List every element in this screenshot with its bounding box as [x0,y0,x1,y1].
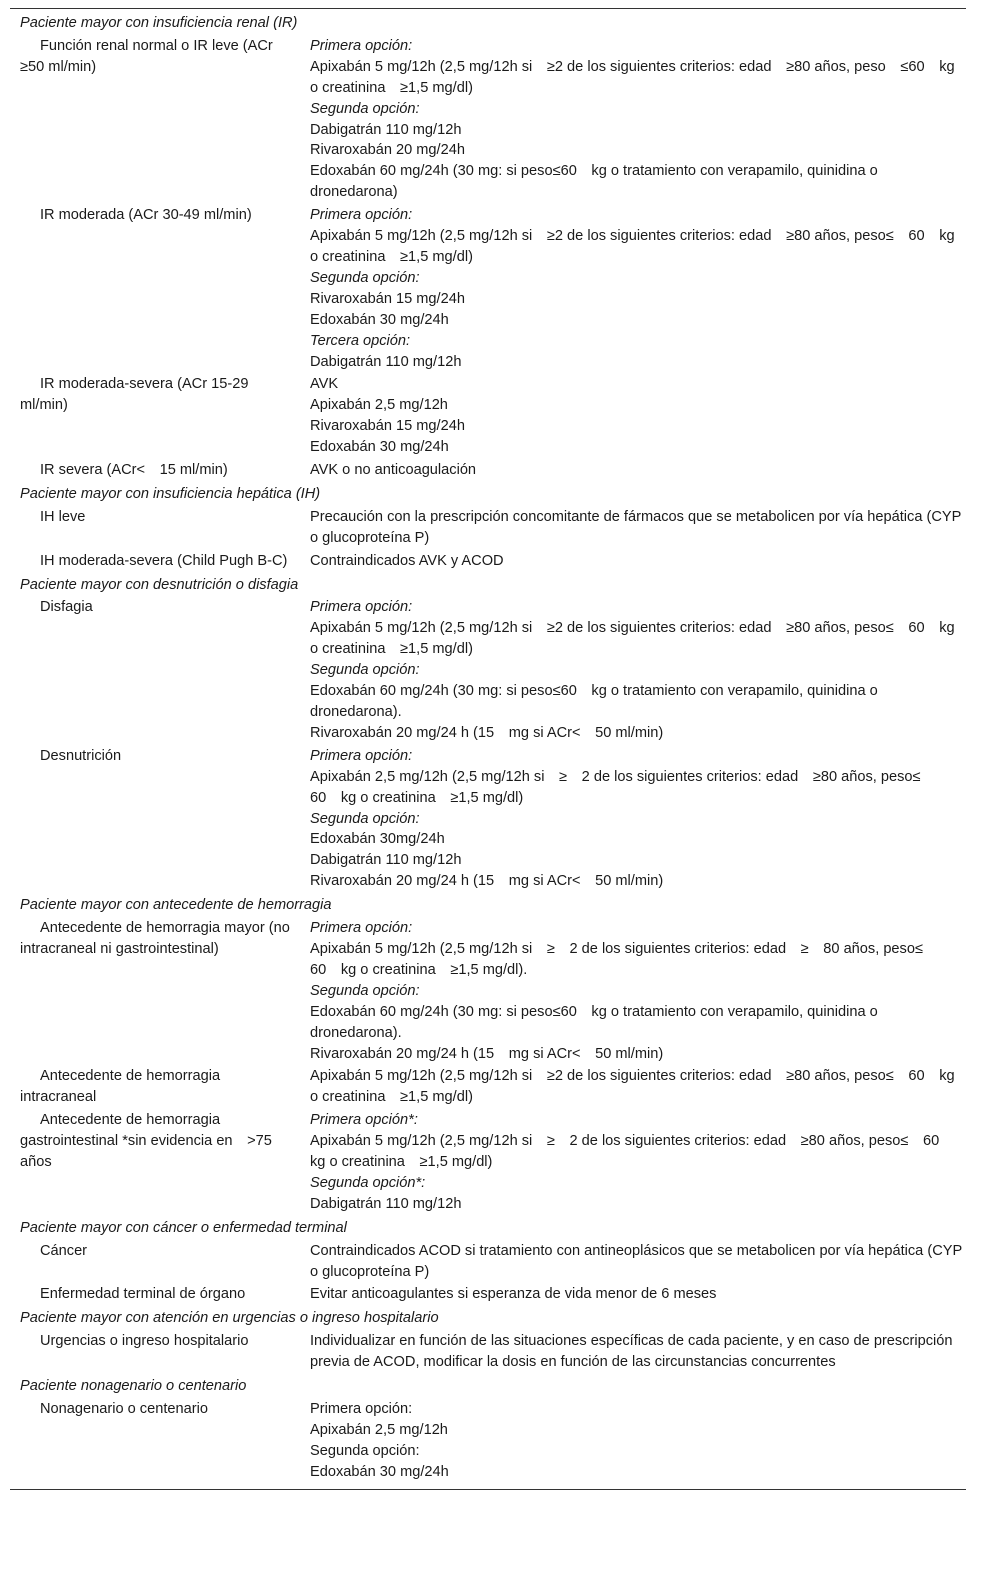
row-label-cell [10,746,302,894]
row-label-cell [10,918,302,1066]
option-heading: Primera opción*: [310,1112,418,1129]
row-label-cell [10,1241,302,1285]
row-detail-cell [302,460,966,483]
row-label: Antecedente de hemorragia mayor (no intracraneal ni gastrointestinal) [20,920,290,957]
row-detail-cell [302,36,966,205]
detail-line: Individualizar en función de las situaciones específicas de cada paciente, y en caso de prescripción previa de ACOD, modificar la dosis en función de las circunstancias concurrentes [310,1333,953,1371]
table-row [10,1110,966,1217]
detail-line: Rivaroxabán 20 mg/24 h (15 mg si ACr< 50 ml/min) [310,724,664,741]
row-label: Cáncer [40,1242,88,1259]
row-label-cell [10,1284,302,1307]
row-label-cell [10,597,302,745]
table-row [10,551,966,574]
section-title: Paciente nonagenario o centenario [20,1378,247,1395]
detail-line: Edoxabán 60 mg/24h (30 mg: si peso≤60 kg o tratamiento con verapamilo, quinidina o dronedarona). [310,1003,878,1041]
row-detail-cell [302,205,966,374]
table-row [10,1284,966,1307]
option-heading: Primera opción: [310,599,413,616]
row-label-cell [10,374,302,460]
section-title: Paciente mayor con cáncer o enfermedad terminal [20,1219,347,1236]
row-label-cell [10,507,302,551]
row-label: Antecedente de hemorragia intracraneal [20,1068,221,1106]
row-detail-cell [302,597,966,745]
row-label: IH moderada-severa (Child Pugh B-C) [40,552,288,569]
row-label: Función renal normal o IR leve (ACr ≥50 ml/min) [20,37,288,75]
table-row [10,1241,966,1285]
section-header-row [10,12,966,36]
option-heading: Segunda opción: [310,810,420,827]
row-detail-cell [302,1284,966,1307]
row-detail-cell [302,1110,966,1217]
option-heading: Segunda opción: [310,100,420,117]
row-label: IR severa (ACr< 15 ml/min) [40,462,228,479]
detail-line: Dabigatrán 110 mg/12h [310,121,462,138]
row-label-cell [10,36,302,205]
option-heading: Segunda opción: [310,982,420,999]
row-detail-cell [302,1241,966,1285]
row-label: Urgencias o ingreso hospitalario [40,1333,249,1350]
row-label-cell [10,460,302,483]
row-label-cell [10,1399,302,1485]
row-label-cell [10,1110,302,1217]
row-detail-cell [302,746,966,894]
table-row [10,374,966,460]
row-detail-cell [302,507,966,551]
option-heading: Segunda opción*: [310,1174,426,1191]
detail-line: Rivaroxabán 20 mg/24 h (15 mg si ACr< 50 ml/min) [310,1045,664,1062]
table-row [10,36,966,205]
detail-line: Evitar anticoagulantes si esperanza de vida menor de 6 meses [310,1286,717,1303]
detail-line: Edoxabán 30 mg/24h [310,439,449,456]
table-row [10,1399,966,1485]
detail-line: Contraindicados AVK y ACOD [310,552,504,569]
section-title: Paciente mayor con insuficiencia renal (IR) [20,15,298,31]
section-header-row [10,894,966,918]
recommendations-table [10,12,966,1485]
detail-line: Edoxabán 60 mg/24h (30 mg: si peso≤60 kg o tratamiento con verapamilo, quinidina o dronedarona) [310,163,878,201]
table-row [10,1331,966,1375]
option-heading: Segunda opción: [310,662,420,679]
option-heading: Primera opción: [310,207,413,224]
detail-line: Edoxabán 30mg/24h [310,831,445,848]
section-header-row [10,1375,966,1399]
detail-line: Dabigatrán 110 mg/12h [310,353,462,370]
row-label: Disfagia [40,599,93,616]
section-title: Paciente mayor con antecedente de hemorragia [20,897,332,914]
section-title: Paciente mayor con atención en urgencias o ingreso hospitalario [20,1310,439,1327]
row-detail-cell [302,1066,966,1110]
option-heading: Segunda opción: [310,269,420,286]
detail-line: Apixabán 2,5 mg/12h [310,1421,448,1438]
table-row [10,746,966,894]
detail-line: AVK [310,376,339,393]
section-header-row [10,1307,966,1331]
row-label-cell [10,1066,302,1110]
row-detail-cell [302,1331,966,1375]
row-label: IR moderada (ACr 30-49 ml/min) [40,207,252,224]
detail-line: Apixabán 2,5 mg/12h [310,397,448,414]
table-row [10,205,966,374]
section-title: Paciente mayor con desnutrición o disfagia [20,576,299,593]
detail-line: Segunda opción: [310,1442,420,1459]
option-heading: Tercera opción: [310,332,411,349]
detail-line: Rivaroxabán 20 mg/24 h (15 mg si ACr< 50 ml/min) [310,873,664,890]
detail-line: Apixabán 5 mg/12h (2,5 mg/12h si ≥2 de los siguientes criterios: edad ≥80 años, peso≤ 60 kg o creatinina ≥1,5 mg/dl) [310,620,955,658]
table-row [10,460,966,483]
row-detail-cell [302,1399,966,1485]
table-row [10,918,966,1066]
detail-line: Apixabán 5 mg/12h (2,5 mg/12h si ≥2 de los siguientes criterios: edad ≥80 años, peso≤ 60 kg o creatinina ≥1,5 mg/dl) [310,1068,955,1106]
detail-line: Edoxabán 30 mg/24h [310,311,449,328]
table-row [10,1066,966,1110]
detail-line: Edoxabán 30 mg/24h [310,1463,449,1480]
table-row [10,597,966,745]
detail-line: Dabigatrán 110 mg/12h [310,852,462,869]
detail-line: Contraindicados ACOD si tratamiento con antineoplásicos que se metabolicen por vía hepática (CYP o glucoproteína P) [310,1242,962,1280]
row-label: IR moderada-severa (ACr 15-29 ml/min) [20,376,249,414]
row-label: Antecedente de hemorragia gastrointestinal *sin evidencia en >75 años [20,1112,272,1171]
row-detail-cell [302,374,966,460]
recommendations-table-frame [10,8,966,1490]
section-title: Paciente mayor con insuficiencia hepática (IH) [20,485,321,502]
row-label: Enfermedad terminal de órgano [40,1286,246,1303]
option-heading: Primera opción: [310,37,413,54]
detail-line: Primera opción: [310,1401,413,1417]
detail-line: Apixabán 5 mg/12h (2,5 mg/12h si ≥ 2 de los siguientes criterios: edad ≥ 80 años, peso≤ 60 kg o creatinina ≥1,5 mg/dl). [310,940,938,978]
section-header-row [10,1217,966,1241]
table-row [10,507,966,551]
detail-line: Rivaroxabán 20 mg/24h [310,142,465,159]
row-label-cell [10,551,302,574]
detail-line: Apixabán 5 mg/12h (2,5 mg/12h si ≥2 de los siguientes criterios: edad ≥80 años, peso≤ 60 kg o creatinina ≥1,5 mg/dl) [310,228,955,265]
table-body [10,12,966,1485]
detail-line: Apixabán 5 mg/12h (2,5 mg/12h si ≥ 2 de los siguientes criterios: edad ≥80 años, peso≤ 60 kg o creatinina ≥1,5 mg/dl) [310,1133,954,1171]
detail-line: Apixabán 2,5 mg/12h (2,5 mg/12h si ≥ 2 de los siguientes criterios: edad ≥80 años, peso≤ 60 kg o creatinina ≥1,5 mg/dl) [310,768,936,806]
detail-line: Precaución con la prescripción concomitante de fármacos que se metabolicen por vía hepática (CYP o glucoproteína P) [310,508,962,546]
detail-line: Rivaroxabán 15 mg/24h [310,418,465,435]
detail-line: Apixabán 5 mg/12h (2,5 mg/12h si ≥2 de los siguientes criterios: edad ≥80 años, peso ≤60 kg o creatinina ≥1,5 mg/dl) [310,58,955,96]
detail-line: Dabigatrán 110 mg/12h [310,1195,462,1212]
row-label-cell [10,205,302,374]
option-heading: Primera opción: [310,747,413,764]
detail-line: AVK o no anticoagulación [310,462,477,479]
row-label: IH leve [40,508,86,525]
row-label-cell [10,1331,302,1375]
option-heading: Primera opción: [310,920,413,937]
detail-line: Rivaroxabán 15 mg/24h [310,290,465,307]
row-label: Desnutrición [40,747,122,764]
row-label: Nonagenario o centenario [40,1401,208,1417]
section-header-row [10,483,966,507]
section-header-row [10,574,966,598]
row-detail-cell [302,551,966,574]
detail-line: Edoxabán 60 mg/24h (30 mg: si peso≤60 kg o tratamiento con verapamilo, quinidina o dronedarona). [310,683,878,720]
row-detail-cell [302,918,966,1066]
